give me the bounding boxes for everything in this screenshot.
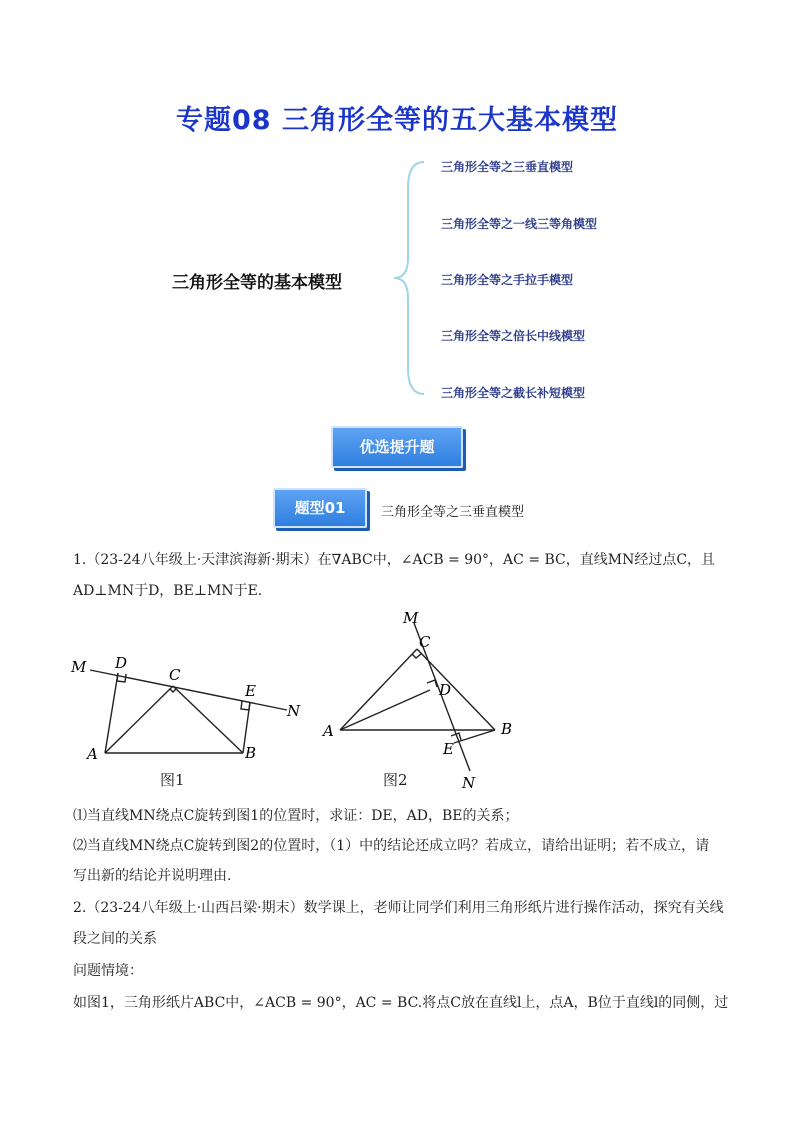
problem2-line4: 如图1，三角形纸片ABC中，∠ACB = 90°，AC = BC.将点C放在直线l上，点A，B位于直线l的同侧，过 xyxy=(73,995,729,1011)
fig1-label-B: B xyxy=(245,744,257,762)
mindmap-brace xyxy=(388,158,428,398)
mindmap-item: 三角形全等之手拉手模型 xyxy=(441,273,574,287)
fig2-label-C: C xyxy=(419,633,431,651)
problem1-q1: ⑴当直线MN绕点C旋转到图1的位置时，求证：DE，AD，BE的关系； xyxy=(73,808,519,824)
fig2-label-D: D xyxy=(439,681,452,699)
fig2-label-B: B xyxy=(501,720,513,738)
mindmap-item: 三角形全等之一线三等角模型 xyxy=(441,217,598,231)
figure-1 xyxy=(65,648,315,798)
mindmap-item: 三角形全等之截长补短模型 xyxy=(441,386,586,400)
figure-2-caption: 图2 xyxy=(383,771,408,789)
fig1-label-N: N xyxy=(287,702,301,720)
fig2-label-E: E xyxy=(443,740,454,758)
mindmap-root: 三角形全等的基本模型 xyxy=(172,273,342,293)
fig1-label-C: C xyxy=(169,666,181,684)
problem2-line3: 问题情境： xyxy=(73,963,143,979)
mindmap-item: 三角形全等之三垂直模型 xyxy=(441,160,574,174)
fig1-label-D: D xyxy=(115,654,128,672)
fig1-label-E: E xyxy=(245,682,256,700)
fig2-label-M: M xyxy=(403,609,419,627)
problem1-q2-line1: ⑵当直线MN绕点C旋转到图2的位置时，（1）中的结论还成立吗？若成立，请给出证明；若不成立，请 xyxy=(73,838,710,854)
question-type-badge: 题型01 xyxy=(273,488,367,528)
fig2-label-N: N xyxy=(462,774,476,790)
problem1-q2-line2: 写出新的结论并说明理由. xyxy=(73,868,232,884)
section-badge: 优选提升题 xyxy=(331,426,463,468)
problem1-line1: 1.（23-24八年级上·天津滨海新·期末）在∇ABC中，∠ACB = 90°，AC = BC，直线MN经过点C，且 xyxy=(73,552,716,568)
problem1-line2: AD⊥MN于D，BE⊥MN于E. xyxy=(73,583,263,599)
figure-1-caption: 图1 xyxy=(160,771,185,789)
question-type-title: 三角形全等之三垂直模型 xyxy=(381,505,525,520)
problem2-line2: 段之间的关系 xyxy=(73,931,157,947)
mindmap-item: 三角形全等之倍长中线模型 xyxy=(441,329,586,343)
problem2-line1: 2.（23-24八年级上·山西吕梁·期末）数学课上，老师让同学们利用三角形纸片进行操作活动，探究有关线 xyxy=(73,900,724,916)
fig2-label-A: A xyxy=(323,722,334,740)
figure-2 xyxy=(315,606,535,790)
fig1-label-A: A xyxy=(87,745,98,763)
fig1-label-M: M xyxy=(71,658,87,676)
page-title: 专题08 三角形全等的五大基本模型 xyxy=(176,105,618,136)
